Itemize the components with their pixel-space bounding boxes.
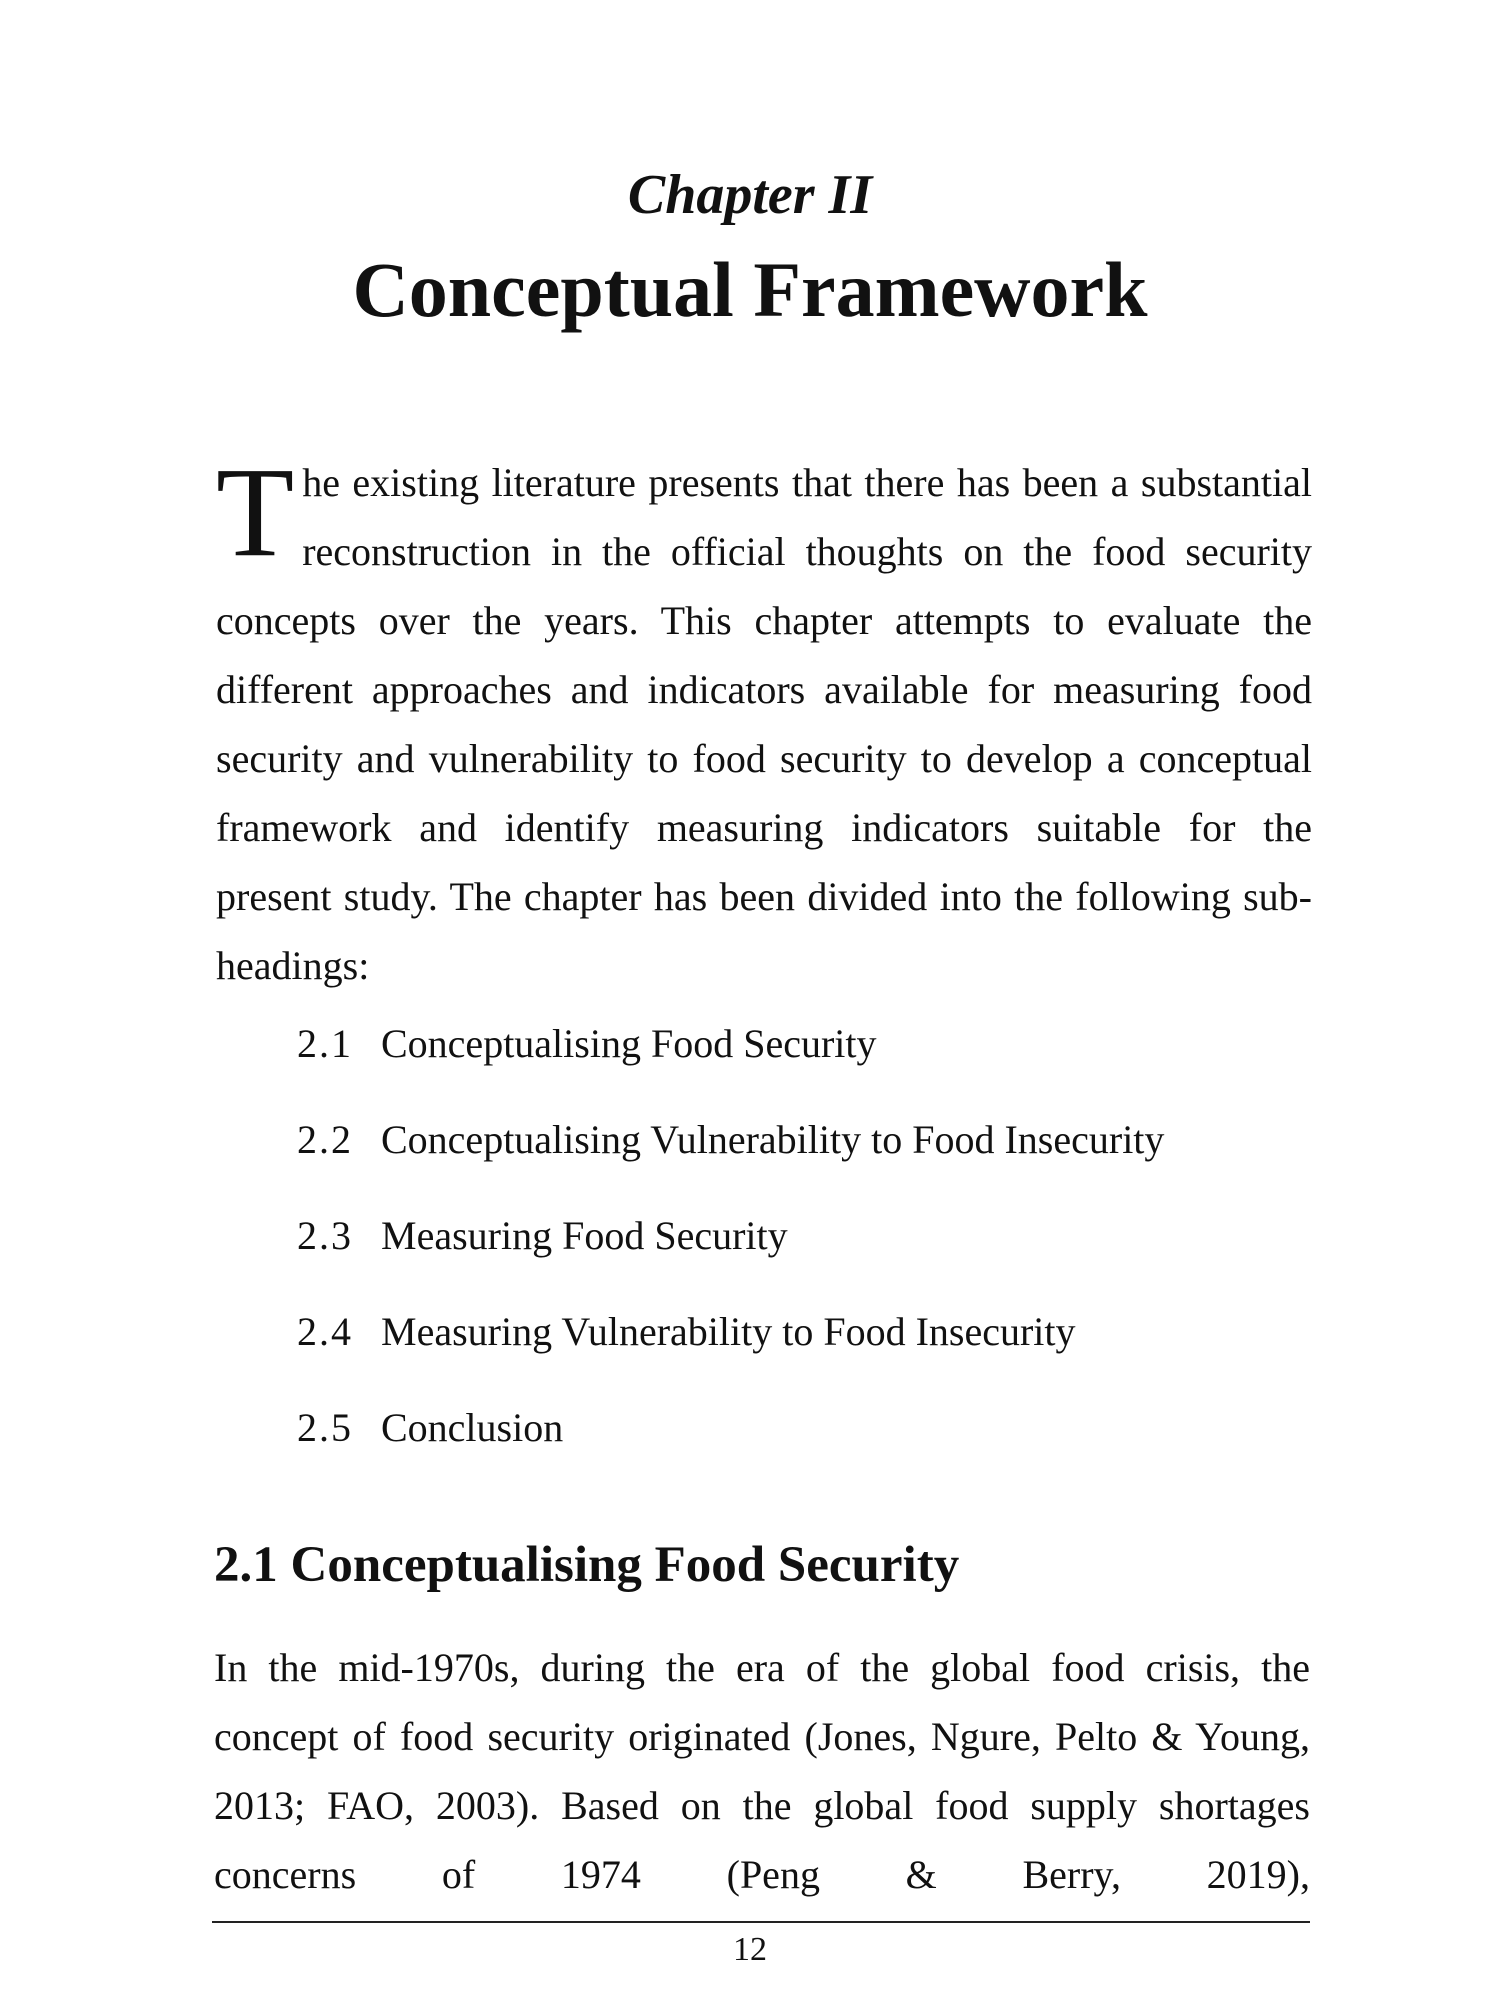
list-item-number: 2.3: [297, 1213, 353, 1258]
list-item: [297, 1020, 1347, 1068]
list-item-title: Measuring Food Security: [381, 1213, 788, 1258]
section-paragraph: In the mid-1970s, during the era of the global food crisis, the concept of food security originated (Jones, Ngure, Pelto & Young, 2013; FAO, 2003). Based on the global food supply shortages concerns of 1974 (Peng & Berry, 2019),: [214, 1645, 1310, 1897]
footer-divider: [212, 1921, 1310, 1923]
list-item: [297, 1308, 1347, 1356]
intro-paragraph: [216, 441, 1312, 1000]
list-item: [297, 1212, 1347, 1260]
intro-text: he existing literature presents that there has been a substantial reconstruction in the official thoughts on the food security concepts over the years. This chapter attempts to evaluate the different approaches and indicators available for measuring food security and vulnerability to food security to develop a conceptual framework and identify measuring indicators suitable for the present study. The chapter has been divided into the following sub-headings:: [216, 460, 1312, 988]
chapter-label: Chapter II: [627, 164, 873, 226]
list-item-number: 2.5: [297, 1405, 353, 1450]
section-heading: 2.1 Conceptualising Food Security: [214, 1537, 960, 1593]
sub-headings-list: [297, 1020, 1347, 1500]
page-number: 12: [733, 1931, 767, 1968]
list-item-title: Conclusion: [381, 1405, 564, 1450]
list-item-title: Measuring Vulnerability to Food Insecurity: [381, 1309, 1076, 1354]
chapter-title: Conceptual Framework: [352, 246, 1148, 333]
list-item: [297, 1404, 1347, 1452]
list-item: [297, 1116, 1347, 1164]
list-item-number: 2.4: [297, 1309, 353, 1354]
list-item-number: 2.1: [297, 1021, 353, 1066]
list-item-title: Conceptualising Vulnerability to Food Insecurity: [381, 1117, 1165, 1162]
drop-cap: T: [216, 441, 295, 583]
list-item-number: 2.2: [297, 1117, 353, 1162]
list-item-title: Conceptualising Food Security: [381, 1021, 877, 1066]
